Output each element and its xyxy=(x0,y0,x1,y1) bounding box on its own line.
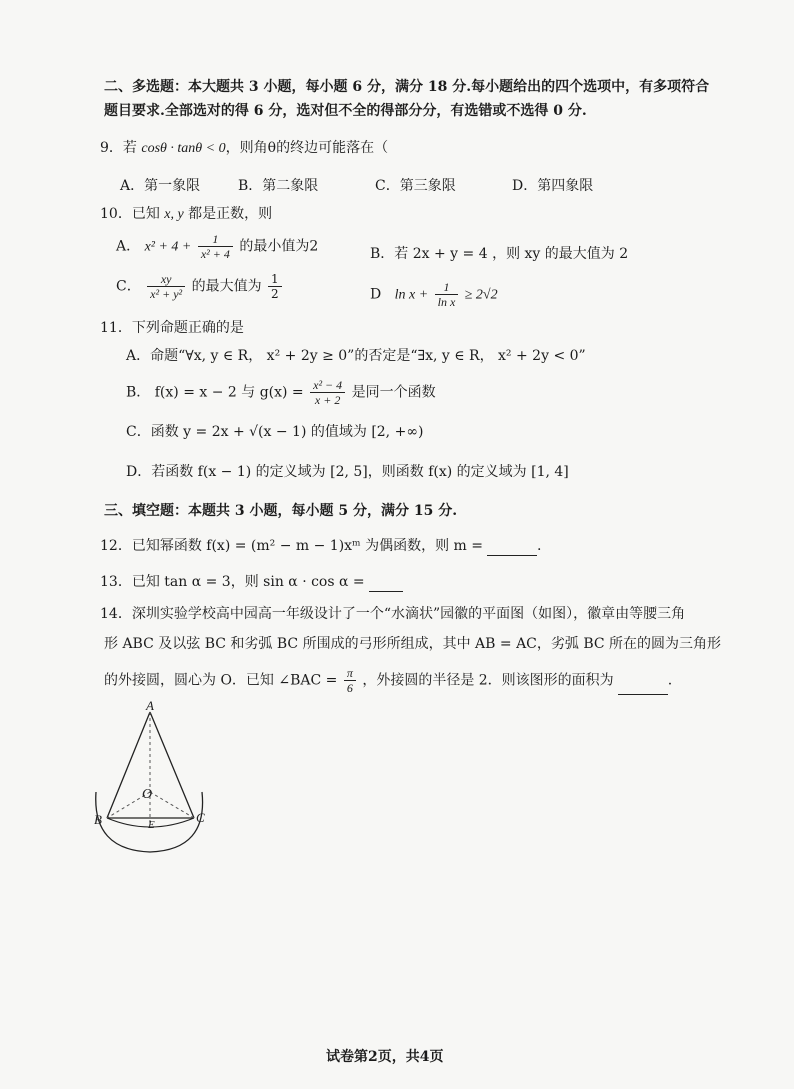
question-number: 11． xyxy=(100,320,132,336)
section-2-header-line1: 二、多选题：本大题共 3 小题，每小题 6 分，满分 18 分.每小题给出的四个选项中，有多项符合 xyxy=(104,79,710,95)
question-14-line2: 形 ABC 及以弦 BC 和劣弧 BC 所围成的弓形所组成，其中 AB = AC，劣弧 BC 所在的圆为三角形 xyxy=(104,636,722,652)
label-e: E xyxy=(148,819,155,831)
side-ab xyxy=(107,712,153,818)
option-text: 是同一个函数 xyxy=(351,384,436,401)
question-number: 10． xyxy=(100,206,132,222)
denominator: 2 xyxy=(271,287,279,301)
q11-option-c: C．函数 y = 2x + √(x − 1) 的值域为 [2, +∞) xyxy=(126,424,424,440)
stem-text: 的外接圆，圆心为 O．已知 ∠BAC = xyxy=(104,672,338,689)
numerator: x² − 4 xyxy=(310,378,345,393)
question-number: 14． xyxy=(100,606,132,622)
stem-math: x, y xyxy=(164,207,184,222)
numerator: π xyxy=(344,666,356,681)
fraction xyxy=(435,280,459,309)
question-number: 9． xyxy=(100,140,123,156)
option-math: ln x + xyxy=(394,287,429,303)
denominator: 6 xyxy=(346,681,353,695)
q10-option-d xyxy=(370,280,498,309)
option-text: 的最小值为2 xyxy=(239,238,319,255)
q10-option-b: B．若 2x + y = 4 ，则 xy 的最大值为 2 xyxy=(370,246,629,262)
q10-option-a xyxy=(116,232,318,261)
q9-option-c: C．第三象限 xyxy=(375,178,456,194)
q9-option-b: B．第二象限 xyxy=(238,178,319,194)
option-label: C． xyxy=(116,278,141,295)
option-text: B． f(x) = x − 2 与 g(x) = xyxy=(126,384,304,401)
label-b: B xyxy=(94,812,102,827)
denominator: x² + 4 xyxy=(200,247,230,261)
label-o: O xyxy=(142,787,153,802)
section-3-header: 三、填空题：本题共 3 小题，每小题 5 分，满分 15 分. xyxy=(104,503,458,519)
stem-text: 若 xyxy=(122,140,137,156)
stem-text: 下列命题正确的是 xyxy=(131,320,244,336)
q10-option-c xyxy=(116,272,284,301)
stem-text: ，外接圆的半径是 2．则该图形的面积为 xyxy=(362,672,614,689)
question-number: 13． xyxy=(100,574,132,590)
label-a: A xyxy=(146,700,154,713)
stem-text: 已知幂函数 f(x) = (m² − m − 1)xᵐ 为偶函数，则 m = xyxy=(131,538,484,554)
option-label: D xyxy=(370,286,382,303)
q9-option-d: D．第四象限 xyxy=(512,178,594,194)
stem-text: 深圳实验学校高中园高一年级设计了一个“水滴状”园徽的平面图（如图），徽章由等腰三角 xyxy=(131,606,686,622)
question-12 xyxy=(100,536,541,556)
answer-blank[interactable] xyxy=(369,577,403,592)
stem-text: . xyxy=(667,672,673,689)
q9-option-a: A．第一象限 xyxy=(120,178,201,194)
stem-text: . xyxy=(537,538,542,554)
section-2-header-line2: 题目要求.全部选对的得 6 分，选对但不全的得部分分，有选错或不选得 0 分. xyxy=(104,103,587,119)
fraction xyxy=(198,232,233,261)
question-14-line3 xyxy=(104,666,672,695)
numerator: 1 xyxy=(198,232,233,247)
side-ac xyxy=(150,712,194,818)
numerator: 1 xyxy=(268,272,282,287)
question-11-stem xyxy=(100,318,244,338)
numerator: 1 xyxy=(435,280,459,295)
stem-text: ，则角θ的终边可能落在（ xyxy=(225,140,389,156)
option-math: x² + 4 + xyxy=(144,239,192,255)
fraction xyxy=(147,272,185,301)
question-9-stem xyxy=(100,138,388,159)
option-math: ≥ 2√2 xyxy=(464,287,498,303)
stem-text: 都是正数，则 xyxy=(188,206,273,222)
fraction xyxy=(344,666,356,695)
fraction xyxy=(268,272,282,301)
answer-blank[interactable] xyxy=(487,541,537,556)
numerator: xy xyxy=(147,272,185,287)
stem-text: 已知 tan α = 3，则 sin α · cos α = xyxy=(131,574,365,590)
denominator: x² + y² xyxy=(150,287,183,301)
radius-oc xyxy=(150,792,194,818)
denominator: ln x xyxy=(437,295,456,309)
fraction xyxy=(310,378,345,407)
stem-math: cosθ · tanθ < 0 xyxy=(141,141,226,156)
option-label: A． xyxy=(116,238,141,255)
q11-option-a: A．命题“∀x, y ∈ R， x² + 2y ≥ 0”的否定是“∃x, y ∈ R， x² + 2y < 0” xyxy=(126,348,586,364)
answer-blank[interactable] xyxy=(618,680,668,695)
question-number: 12． xyxy=(100,538,132,554)
page-footer: 试卷第2页，共4页 xyxy=(326,1049,444,1065)
water-drop-figure xyxy=(90,700,220,860)
q11-option-d: D．若函数 f(x − 1) 的定义域为 [2, 5]，则函数 f(x) 的定义域为 [1, 4] xyxy=(126,464,569,480)
question-13 xyxy=(100,572,403,592)
q11-option-b xyxy=(126,378,436,407)
stem-text: 已知 xyxy=(131,206,160,222)
question-14-line1 xyxy=(100,604,685,624)
option-text: 的最大值为 xyxy=(191,278,262,295)
denominator: x + 2 xyxy=(314,393,341,407)
question-10-stem xyxy=(100,204,272,225)
label-c: C xyxy=(196,810,205,825)
